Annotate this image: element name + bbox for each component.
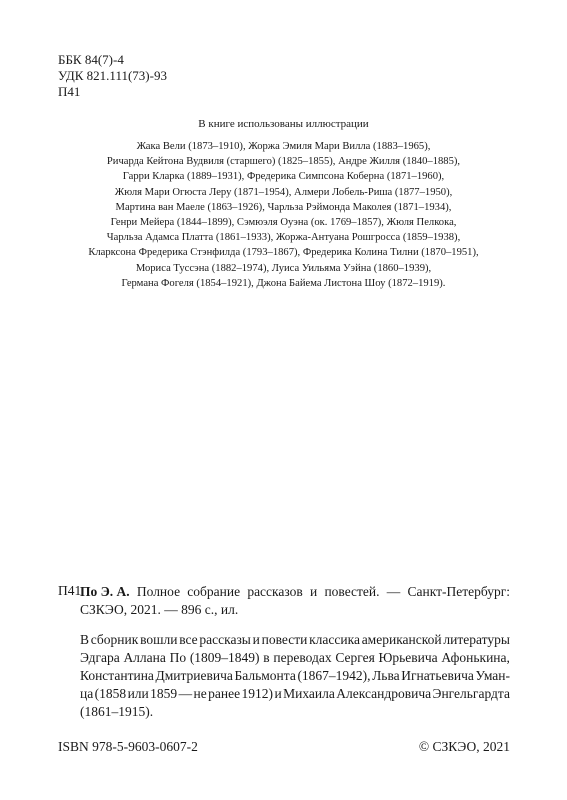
annotation-line: (1861–1915). xyxy=(80,704,154,719)
catalog-entry xyxy=(80,583,510,619)
udk-code: УДК 821.111(73)-93 xyxy=(58,68,167,83)
isbn: ISBN 978-5-9603-0607-2 xyxy=(58,739,198,754)
annotation-line: Эдгара Аллана По (1809–1849) в переводах Сергея Юрьевича Афонькина, xyxy=(80,650,510,665)
illustrators-line: Ричарда Кейтона Вудвиля (старшего) (1825–1855), Андре Жилля (1840–1885), xyxy=(106,156,461,168)
author-mark: П41 xyxy=(58,84,81,99)
illustrators-line: Генри Мейера (1844–1899), Сэмюэля Оуэна (ок. 1769–1857), Жюля Пелкока, xyxy=(110,217,457,229)
illustrators-line: Мартина ван Маеле (1863–1926), Чарльза Рэймонда Маколея (1871–1934), xyxy=(115,201,452,213)
illustrations-heading: В книге использованы иллюстрации xyxy=(198,118,369,130)
bbk-code: ББК 84(7)-4 xyxy=(58,52,124,67)
classification-codes xyxy=(58,52,167,100)
illustrators-line: Гарри Кларка (1889–1931), Фредерика Симпсона Коберна (1871–1960), xyxy=(122,171,445,183)
annotation-line: ца (1858 или 1859 — не ранее 1912) и Михаила Александровича Энгельгардта xyxy=(80,686,510,701)
illustrators-line: Жака Вели (1873–1910), Жоржа Эмиля Мари Вилла (1883–1965), xyxy=(136,141,431,152)
illustrators-line: Мориса Туссэна (1882–1974), Луиса Уильяма Уэйна (1860–1939), xyxy=(135,262,432,274)
catalog-publication: СЗКЭО, 2021. — 896 с., ил. xyxy=(80,602,239,617)
illustrators-line: Германа Фогеля (1854–1921), Джона Байема Листона Шоу (1872–1919). xyxy=(121,277,446,289)
illustrators-line: Чарльза Адамса Платта (1861–1933), Жоржа-Антуана Рошгросса (1859–1938), xyxy=(106,232,461,244)
annotation-line: В сборник вошли все рассказы и повести классика американской литературы xyxy=(80,632,510,647)
illustrators-line: Кларксона Фредерика Стэнфилда (1793–1867), Фредерика Колина Тилни (1870–1951), xyxy=(88,247,479,259)
annotation-line: Константина Дмитриевича Бальмонта (1867–1942), Льва Игнатьевича Уман- xyxy=(80,668,510,683)
annotation xyxy=(80,631,510,721)
catalog-author: По Э. А. xyxy=(80,584,130,599)
illustrators-list xyxy=(60,139,507,291)
catalog-line: По Э. А. Полное собрание рассказов и повестей. — Санкт-Петербург: xyxy=(80,584,510,599)
illustrators-line: Жюля Мари Огюста Леру (1871–1954), Алмери Лобель-Риша (1877–1950), xyxy=(114,186,453,198)
copyright: © СЗКЭО, 2021 xyxy=(418,739,510,754)
catalog-mark: П41 xyxy=(58,583,82,598)
